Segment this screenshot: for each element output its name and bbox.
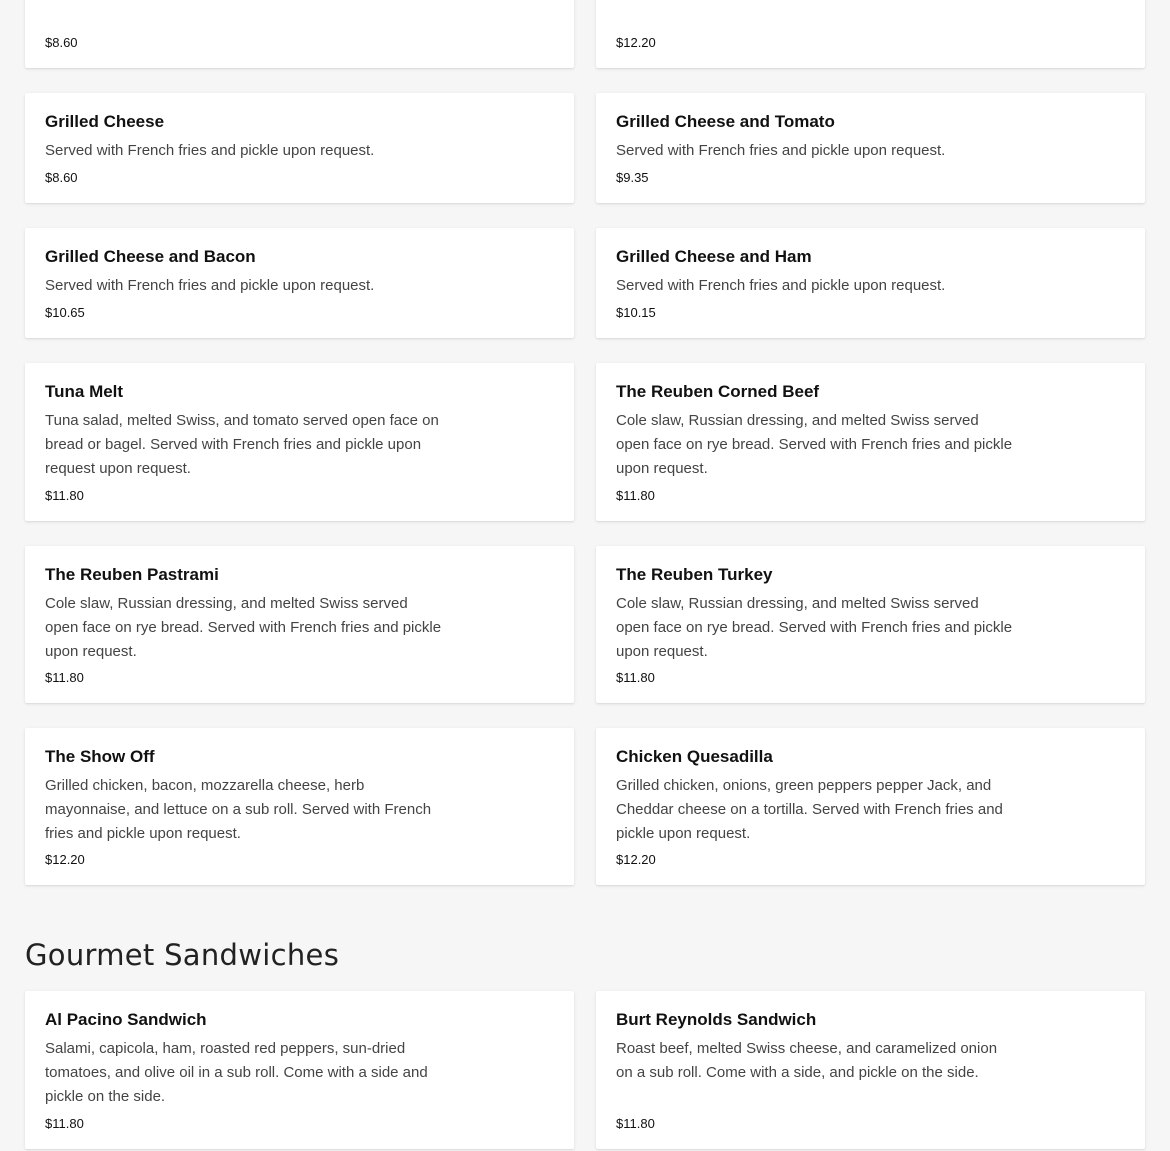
item-description: Served with French fries and pickle upon request.	[616, 142, 946, 159]
item-description: Grilled chicken, onions, green peppers pepper Jack, and Cheddar cheese on a tortilla. Served with French fries and pickle upon request.	[616, 777, 1003, 842]
menu-item-card[interactable]	[25, 728, 574, 885]
item-price: $11.80	[616, 1116, 655, 1131]
item-name: Grilled Cheese and Tomato	[616, 112, 835, 131]
item-name: Grilled Cheese and Bacon	[45, 247, 256, 266]
item-price: $12.20	[45, 852, 85, 867]
item-price: $10.65	[45, 305, 85, 320]
item-name: Grilled Cheese and Ham	[616, 247, 812, 266]
item-description: Grilled chicken, bacon, mozzarella cheese, herb mayonnaise, and lettuce on a sub roll. Served with French fries and pickle upon request.	[45, 777, 432, 842]
item-name: Burt Reynolds Sandwich	[616, 1010, 817, 1029]
item-name: Tuna Melt	[45, 382, 124, 401]
item-description: Roast beef, melted Swiss cheese, and caramelized onion on a sub roll. Come with a side, and pickle on the side.	[616, 1040, 998, 1081]
menu-item-card[interactable]	[25, 0, 574, 68]
item-name: Chicken Quesadilla	[616, 747, 773, 766]
item-description: Served with French fries and pickle upon request.	[45, 142, 375, 159]
menu-item-card[interactable]	[596, 93, 1145, 203]
item-description: Served with French fries and pickle upon request.	[616, 277, 946, 294]
item-description: Cole slaw, Russian dressing, and melted Swiss served open face on rye bread. Served with French fries and pickle upon request.	[45, 595, 442, 660]
item-price: $11.80	[45, 488, 84, 503]
menu-item-card[interactable]	[25, 363, 574, 521]
item-price: $8.60	[45, 170, 78, 185]
item-name: Grilled Cheese	[45, 112, 165, 131]
item-price: $10.15	[616, 305, 656, 320]
item-description: Served with French fries and pickle upon request.	[45, 277, 375, 294]
item-name: The Reuben Turkey	[616, 565, 773, 584]
menu-item-card[interactable]	[596, 546, 1145, 703]
item-description: Tuna salad, melted Swiss, and tomato served open face on bread or bagel. Served with French fries and pickle upon request upon request.	[45, 412, 439, 477]
item-name: The Reuben Corned Beef	[616, 382, 820, 401]
item-name: The Show Off	[45, 747, 155, 766]
item-price: $8.60	[45, 35, 78, 50]
section-title: Gourmet Sandwiches	[25, 938, 340, 972]
item-price: $12.20	[616, 852, 656, 867]
item-description: Salami, capicola, ham, roasted red peppers, sun-dried tomatoes, and olive oil in a sub roll. Come with a side and pickle on the side.	[45, 1040, 428, 1105]
item-name: Al Pacino Sandwich	[45, 1010, 207, 1029]
item-price: $11.80	[616, 670, 655, 685]
menu-item-card[interactable]	[596, 363, 1145, 521]
item-price: $12.20	[616, 35, 656, 50]
menu-item-card[interactable]	[25, 546, 574, 703]
menu-item-card[interactable]	[25, 228, 574, 338]
item-description: Cole slaw, Russian dressing, and melted Swiss served open face on rye bread. Served with French fries and pickle upon request.	[616, 595, 1013, 660]
item-description: Cole slaw, Russian dressing, and melted Swiss served open face on rye bread. Served with French fries and pickle upon request.	[616, 412, 1013, 477]
item-name: The Reuben Pastrami	[45, 565, 219, 584]
menu-item-card[interactable]	[25, 93, 574, 203]
item-price: $9.35	[616, 170, 649, 185]
menu-item-card[interactable]	[596, 991, 1145, 1149]
menu-item-card[interactable]	[596, 728, 1145, 885]
item-price: $11.80	[45, 1116, 84, 1131]
menu-item-card[interactable]	[25, 991, 574, 1149]
item-price: $11.80	[45, 670, 84, 685]
menu-item-card[interactable]	[596, 0, 1145, 68]
item-price: $11.80	[616, 488, 655, 503]
menu-item-card[interactable]	[596, 228, 1145, 338]
